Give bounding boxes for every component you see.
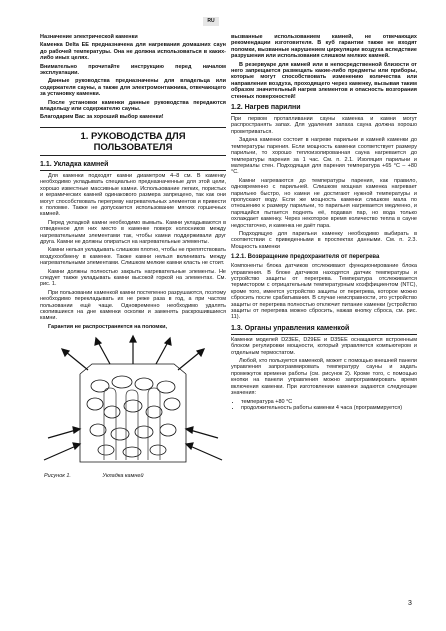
controls-paragraph: Любой, кто пользуется каменкой, может с помощью внешней панели управления запрограммировать температуру сауны и задать промежуток времени работы (см. рисунок 2). Кроме того, с помощью кнопки на панели управления можно запрограммировать время включения каменки. При изготовлении каменки задаются следующие значения: <box>231 358 417 397</box>
stones-paragraph: Для каменки подходят камни диаметром 4–8 см. В каменку необходимо укладывать специально предназначенные для этой цели, хорошо известные массивные камни. Использование легких, пористых и керамических камней одинакового размера запрещено, так как они могут способствовать перегреву нагревательных элементов и привести к поломке. Также не допускается использование мягких горшечных камней. <box>40 172 226 218</box>
list-item: • продолжительность работы каменки 4 часа (программируется) <box>241 405 417 411</box>
reset-paragraph: Компоненты блока датчиков отслеживают функционирование блока управления. В блоке датчиков находятся датчик температуры и устройство защиты от перегрева. Температура отслеживается термистором с отрицательным температурным коэффициентом (NTC), кроме того, имеется устройство защиты от перегрева, которое можно сбросить после срабатывания. В случае неисправности, это устройство защиты от перегрева полностью отключит питание каменки (устройство защиты от перегрева можно сбросить, нажав кнопку сброса, см. рис. 11). <box>231 263 417 321</box>
warning-paragraph: В резервуаре для камней или в непосредственной близости от него запрещается размещать какие-либо предметы или приборы, которые могут способствовать изменению количества или направления воздуха, проходящего через каменку, вызывая таким образом значительный нагрев элементов и опасность возгорания стенных поверхностей! <box>231 61 417 100</box>
subsection-heading-controls: 1.3. Органы управления каменкой <box>231 325 417 335</box>
stones-paragraph: При пользовании каменкой камни постепенно разрушаются, поэтому необходимо перекладывать их не реже раза в год, а при частом пользовании ещё чаще. Одновременно необходимо удалять скопившиеся на дне каменки осколки и заменять раскрошившиеся камни. <box>40 289 226 322</box>
intro-paragraph: Данные руководства предназначены для владельца или содержателя сауны, а также для электромонтажника, отвечающего за установку каменки. <box>40 78 226 98</box>
figure-stone-placement <box>40 334 226 482</box>
section-heading: 1. РУКОВОДСТВА ДЛЯ ПОЛЬЗОВАТЕЛЯ <box>40 127 226 156</box>
page-number: 3 <box>408 600 412 607</box>
language-badge: RU <box>203 17 219 26</box>
intro-paragraph: Внимательно прочитайте инструкцию перед началом эксплуатации. <box>40 63 226 77</box>
left-column <box>40 34 226 482</box>
heating-paragraph: Задача каменки состоит в нагреве парильни и камней каменки до температуры парения. Если мощность каменки соответствует размеру парильни, то хорошо теплоизолированная сауна нагревается до температуры парения за 1 час. См. п. 2.1. Изоляция парильни и материалы стен. Подходящая для парения температура +65 °C – +80 °C. <box>231 137 417 176</box>
figure-caption <box>44 473 174 479</box>
warranty-paragraph: вызванные использованием камней, не отвечающих рекомендации изготовителя. В куб гарантии также не входят поломки, вызванные нарушением циркуляции воздуха вследствие разрушения или использования слишком мелких камней. <box>231 34 417 60</box>
default-settings-list <box>231 399 417 412</box>
stones-paragraph: Перед укладкой камни необходимо вымыть. Камни укладываются в отведенное для них место в каменке поверх колосников между нагревательными элементами так, чтобы камни поддерживали друг друга. Камни не должны опираться на нагревательные элементы. <box>40 219 226 245</box>
figure-label: Рисунок 1. <box>44 473 71 480</box>
stones-paragraph: Гарантия не распространяется на поломки, <box>48 323 168 330</box>
stones-paragraph: Камни нельзя укладывать слишком плотно, чтобы не препятствовать воздухообмену в каменке. Также камни нельзя вклинивать между нагревательными элементами. Слишком мелкие камни класть не стоит. <box>40 247 226 267</box>
intro-title: Назначение электрической каменки <box>40 34 138 40</box>
figure-title: Укладка камней <box>102 473 144 480</box>
right-column <box>231 34 417 411</box>
intro-paragraph: Каменка Delta EE предназначена для нагревания домашних саун до рабочей температуры. Она не должна использоваться в каких-либо иных целях. <box>40 42 226 62</box>
intro-paragraph: Благодарим Вас за хороший выбор каменки! <box>40 114 164 121</box>
subsection-heading-reset: 1.2.1. Возвращение предохранителя от перегрева <box>231 254 380 261</box>
subsection-heading-heating: 1.2. Нагрев парилни <box>231 104 417 114</box>
subsection-heading-stones: 1.1. Укладка камней <box>40 161 226 171</box>
intro-paragraph: После установки каменки данные руководства передаются владельцу или содержателю сауны. <box>40 99 226 113</box>
heating-paragraph: Подходящую для парильни каменку необходимо выбирать в соответствии с приведенными в проспектах данными. См. п. 2.3. Мощность каменки <box>231 230 417 250</box>
stone-placement-illustration <box>40 334 226 474</box>
heating-paragraph: Камни нагреваются до температуры парения, как правило, одновременно с парильней. Слишком мощная каменка нагревает парильню быстро, но камни не достигают нужной температуры и пропускают воду. Если же мощность каменки слишком мала по отношению к размеру парильни, то парильня нагревается медленно, и парящийся пытается поднять её, подавая пар, но вода только охлаждает каменку. Через некоторое время количество тепла в сауне недостаточно, и каменка не даёт пара. <box>231 177 417 229</box>
controls-paragraph: Каменки моделей D23EE, D29EE и D35EE оснащаются встроенным блоком регулировки мощности, который управляется компьютером и отдельным термостатом. <box>231 336 417 356</box>
stones-paragraph: Камни должны полностью закрыть нагревательные элементы. Не следует также укладывать камни высокой горкой на элементах. См. рис. 1. <box>40 268 226 288</box>
heating-paragraph: При первом протапливании сауны каменка и камни могут распространять запах. Для удаления запаха сауна должна хорошо проветриваться. <box>231 116 417 135</box>
list-item: • температура +80 °C <box>241 399 417 405</box>
